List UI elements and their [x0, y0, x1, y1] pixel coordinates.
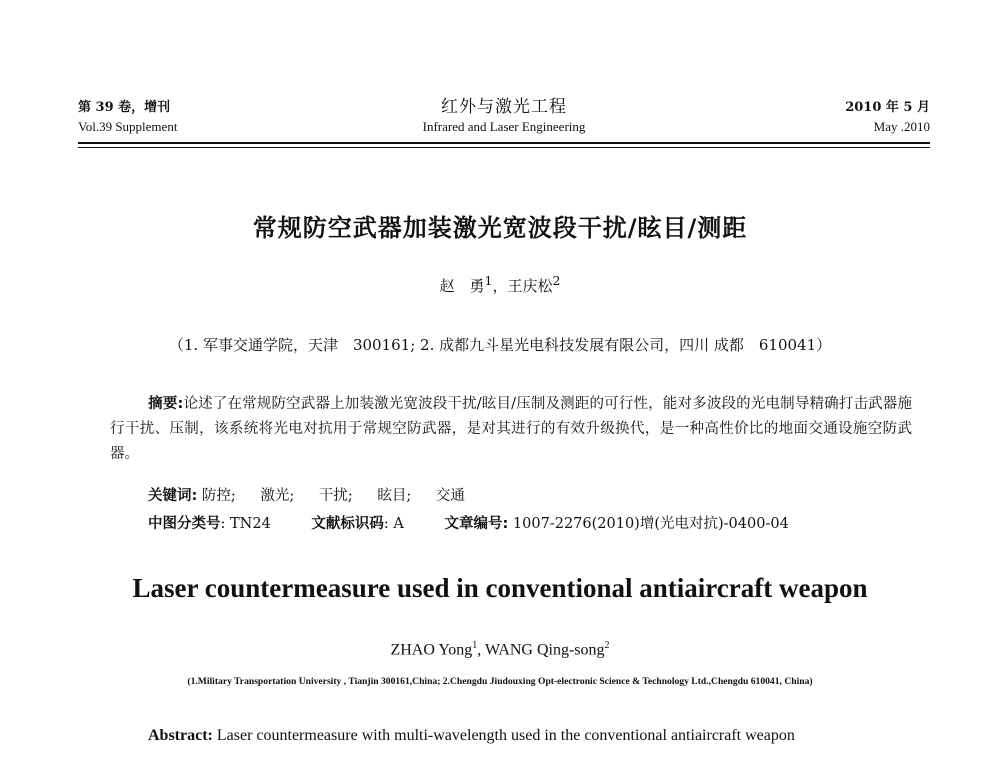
chinese-keywords: [148, 484, 465, 505]
chinese-affiliation: （1. 军事交通学院，天津 300161; 2. 成都九斗星光电科技发展有限公司，四川 成都 610041）: [168, 336, 832, 354]
author-wang-en-sup: 2: [604, 640, 610, 651]
journal-name-en: Infrared and Laser Engineering: [422, 119, 586, 134]
author-zhao-cn: 赵 勇: [439, 277, 485, 295]
volume-en: Vol.39 Supplement: [78, 119, 178, 134]
keyword-item: 眩目;: [377, 488, 412, 504]
english-abstract-label: Abstract:: [148, 727, 213, 744]
english-abstract: [148, 727, 920, 745]
cls-number-value: : TN24: [220, 516, 271, 532]
chinese-title: 常规防空武器加装激光宽波段干扰/眩目/测距: [252, 214, 748, 242]
english-abstract-text: Laser countermeasure with multi-wavelength used in the conventional antiaircraft weapon: [212, 727, 795, 744]
keyword-item: 交通: [435, 488, 465, 504]
chinese-abstract-label: 摘要:: [148, 396, 184, 412]
english-authors: [0, 640, 1000, 659]
journal-name-cn: 红外与激光工程: [441, 97, 567, 117]
author-wang-cn: 王庆松: [507, 277, 553, 295]
author-separator-cn: ，: [492, 277, 508, 295]
issue-date-cn: 2010 年 5 月: [845, 100, 930, 115]
running-header: [78, 98, 930, 142]
english-title: Laser countermeasure used in conventional antiaircraft weapon: [132, 573, 868, 603]
volume-cn: 第 39 卷，增刊: [78, 100, 171, 115]
article-number-value: 1007-2276(2010)增(光电对抗)-0400-04: [512, 516, 789, 532]
cls-number-label: 中图分类号: [148, 516, 221, 532]
header-rule-thick: [78, 142, 930, 144]
author-separator-en: ,: [477, 641, 485, 659]
author-zhao-cn-sup: 1: [484, 273, 493, 288]
issue-date-en: May .2010: [873, 119, 930, 134]
author-zhao-en: ZHAO Yong: [390, 641, 473, 659]
chinese-authors: [0, 273, 1000, 296]
keyword-item: 防控;: [201, 488, 236, 504]
journal-name: [78, 98, 930, 136]
keyword-item: 激光;: [260, 488, 295, 504]
chinese-abstract: [110, 392, 912, 467]
keyword-item: 干扰;: [318, 488, 353, 504]
article-number-label: 文章编号:: [444, 516, 509, 532]
author-zhao-en-sup: 1: [472, 640, 478, 651]
author-wang-cn-sup: 2: [552, 273, 561, 288]
issue-date: [845, 98, 930, 136]
keywords-label: 关键词:: [148, 488, 198, 504]
chinese-abstract-text: 论述了在常规防空武器上加装激光宽波段干扰/眩目/压制及测距的可行性，能对多波段的光电制导精确打击武器施行干扰、压制，该系统将光电对抗用于常规空防武器，是对其进行的有效升级换代，是一种高性价比的地面交通设施空防武器。: [110, 396, 912, 462]
author-wang-en: WANG Qing-song: [484, 641, 605, 659]
english-affiliation: (1.Military Transportation University , Tianjin 300161,China; 2.Chengdu Jiudouxing Opt-electronic Science & Technology Ltd.,Chengdu 610041, China): [187, 676, 813, 687]
doc-code-label: 文献标识码: [311, 516, 384, 532]
doc-code-value: : A: [383, 516, 404, 532]
header-rule-thin: [78, 147, 930, 148]
classification-line: [148, 512, 789, 533]
